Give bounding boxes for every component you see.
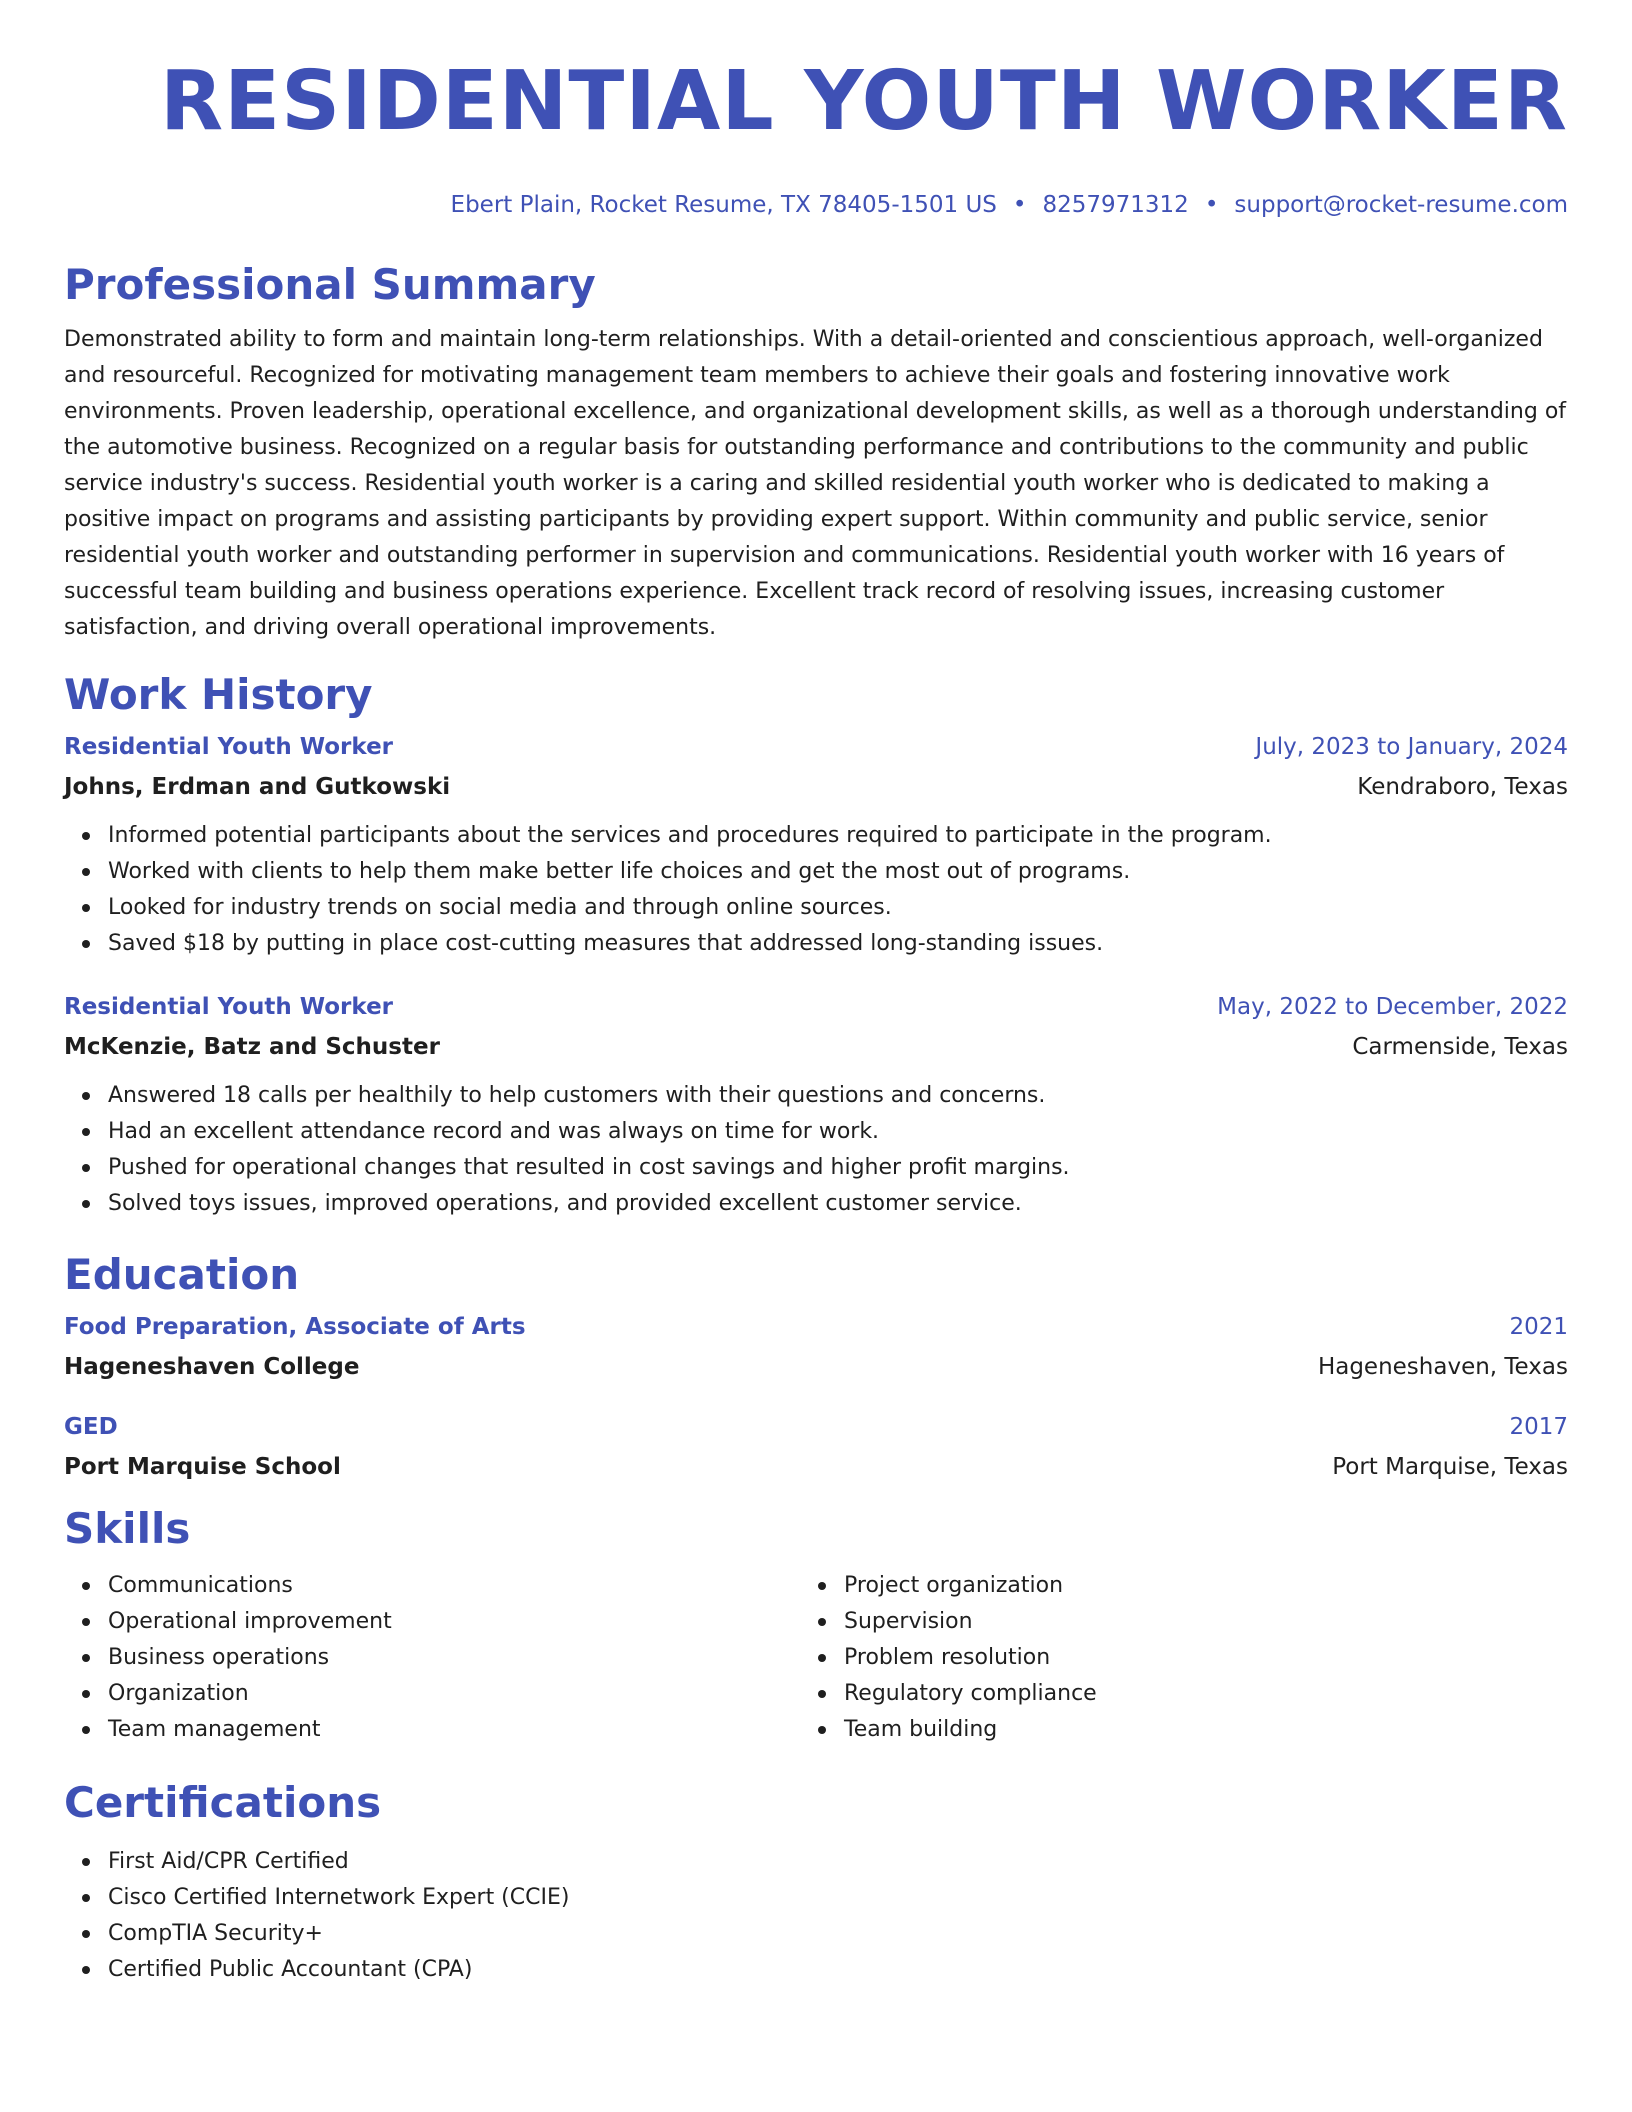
education-header-row	[64, 1312, 1568, 1342]
certifications-list	[64, 1844, 1568, 1988]
education-location: Hageneshaven, Texas	[1317, 1354, 1568, 1380]
skill-item: Supervision	[844, 1604, 1536, 1640]
job-header-row	[64, 992, 1568, 1022]
education-location: Port Marquise, Texas	[1332, 1454, 1568, 1480]
certification-item: Certified Public Accountant (CPA)	[108, 1952, 1568, 1988]
contact-address: Ebert Plain, Rocket Resume, TX 78405-1501 US	[450, 192, 997, 218]
skills-column-left	[64, 1568, 800, 1748]
job-title: Residential Youth Worker	[64, 734, 394, 760]
skill-item: Team management	[108, 1712, 800, 1748]
job-bullet: Worked with clients to help them make better life choices and get the most out of programs.	[108, 854, 1568, 890]
job-header-row	[64, 732, 1568, 762]
skill-item: Team building	[844, 1712, 1536, 1748]
skills-list	[800, 1568, 1536, 1748]
skill-item: Operational improvement	[108, 1604, 800, 1640]
education-entry	[64, 1312, 1568, 1382]
job-dates: May, 2022 to December, 2022	[1217, 994, 1568, 1020]
education-degree: Food Preparation, Associate of Arts	[64, 1314, 526, 1340]
job-entry	[64, 732, 1568, 962]
certification-item: CompTIA Security+	[108, 1916, 1568, 1952]
resume-name: RESIDENTIAL YOUTH WORKER	[160, 54, 1568, 149]
contact-line	[64, 190, 1568, 220]
job-bullets	[64, 818, 1568, 962]
job-company: McKenzie, Batz and Schuster	[64, 1034, 440, 1060]
job-company-row	[64, 772, 1568, 802]
education-school: Hageneshaven College	[64, 1354, 360, 1380]
job-location: Carmenside, Texas	[1352, 1034, 1568, 1060]
contact-phone: 8257971312	[1042, 192, 1189, 218]
skills-column-right	[800, 1568, 1536, 1748]
job-company: Johns, Erdman and Gutkowski	[64, 774, 451, 800]
education-heading: Education	[64, 1250, 300, 1299]
skill-item: Problem resolution	[844, 1640, 1536, 1676]
certification-item: First Aid/CPR Certified	[108, 1844, 1568, 1880]
job-bullet: Informed potential participants about the services and procedures required to participate in the program.	[108, 818, 1568, 854]
job-bullets	[64, 1078, 1568, 1222]
education-school-row	[64, 1352, 1568, 1382]
skill-item: Communications	[108, 1568, 800, 1604]
education-header-row	[64, 1412, 1568, 1442]
education-year: 2021	[1509, 1314, 1568, 1340]
certification-item: Cisco Certified Internetwork Expert (CCIE)	[108, 1880, 1568, 1916]
work-history-heading: Work History	[64, 670, 373, 719]
education-school-row	[64, 1452, 1568, 1482]
contact-separator: •	[1204, 192, 1219, 218]
skill-item: Business operations	[108, 1640, 800, 1676]
summary-heading: Professional Summary	[64, 260, 596, 309]
contact-email[interactable]: support@rocket-resume.com	[1234, 192, 1568, 218]
certifications-heading: Certifications	[64, 1778, 382, 1827]
education-year: 2017	[1509, 1414, 1568, 1440]
skills-grid	[64, 1568, 1568, 1748]
education-entry	[64, 1412, 1568, 1482]
skills-heading: Skills	[64, 1504, 191, 1553]
job-bullet: Had an excellent attendance record and was always on time for work.	[108, 1114, 1568, 1150]
skill-item: Project organization	[844, 1568, 1536, 1604]
job-bullet: Answered 18 calls per healthily to help customers with their questions and concerns.	[108, 1078, 1568, 1114]
job-title: Residential Youth Worker	[64, 994, 394, 1020]
contact-separator: •	[1012, 192, 1027, 218]
job-dates: July, 2023 to January, 2024	[1255, 734, 1568, 760]
skills-list	[64, 1568, 800, 1748]
job-bullet: Saved $18 by putting in place cost-cutting measures that addressed long-standing issues.	[108, 926, 1568, 962]
skill-item: Organization	[108, 1676, 800, 1712]
summary-text: Demonstrated ability to form and maintain long-term relationships. With a detail-oriented and conscientious approach, well-organized and resourceful. Recognized for motivating management team members to achieve their goals and fostering innovative work environments. Proven leadership, operational excellence, and organizational development skills, as well as a thorough understanding of the automotive business. Recognized on a regular basis for outstanding performance and contributions to the community and public service industry's success. Residential youth worker is a caring and skilled residential youth worker who is dedicated to making a positive impact on programs and assisting participants by providing expert support. Within community and public service, senior residential youth worker and outstanding performer in supervision and communications. Residential youth worker with 16 years of successful team building and business operations experience. Excellent track record of resolving issues, increasing customer satisfaction, and driving overall operational improvements.	[64, 327, 1567, 640]
education-school: Port Marquise School	[64, 1454, 341, 1480]
job-location: Kendraboro, Texas	[1357, 774, 1568, 800]
job-bullet: Pushed for operational changes that resulted in cost savings and higher profit margins.	[108, 1150, 1568, 1186]
job-entry	[64, 992, 1568, 1222]
education-degree: GED	[64, 1414, 118, 1440]
job-bullet: Looked for industry trends on social media and through online sources.	[108, 890, 1568, 926]
skill-item: Regulatory compliance	[844, 1676, 1536, 1712]
job-bullet: Solved toys issues, improved operations, and provided excellent customer service.	[108, 1186, 1568, 1222]
job-company-row	[64, 1032, 1568, 1062]
